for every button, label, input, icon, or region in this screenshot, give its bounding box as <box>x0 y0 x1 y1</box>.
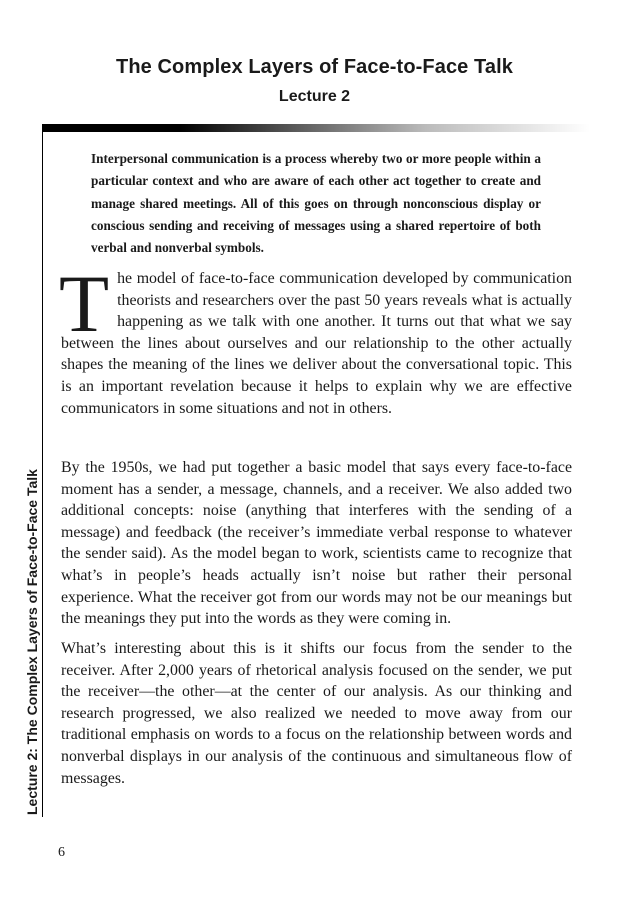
page-title: The Complex Layers of Face-to-Face Talk <box>116 56 513 78</box>
body-paragraph-3: What’s interesting about this is it shifts our focus from the sender to the receiver. After 2,000 years of rhetorical analysis focused on the sender, we put the receiver—the other—at the center of our analysis. As our thinking and research progressed, we also realized we needed to move away from our traditional emphasis on words to a focus on the relationship between words and nonverbal displays in our analysis of the continuous and simultaneous flow of messages. <box>61 640 572 787</box>
running-title-sidebar <box>16 460 40 815</box>
margin-rule <box>42 124 43 817</box>
paragraph-1-text: he model of face-to-face communication developed by communication theorists and researchers over the past 50 years reveals what is actually happening as we talk with one another. It turns out that what we say between the lines about ourselves and our relationship to the other actually shapes the meaning of the lines we deliver about the conversational topic. This is an important revelation because it helps to explain why we are effective communicators in some situations and not in others. <box>61 270 572 417</box>
drop-cap: T <box>59 258 110 349</box>
body-paragraph-1 <box>59 258 572 419</box>
lecture-subtitle: Lecture 2 <box>278 88 351 105</box>
epigraph-quote: Interpersonal communication is a process whereby two or more people within a particular context and who are aware of each other act together to create and manage shared meetings. All of this goes on through nonconscious display or conscious sending and receiving of messages using a shared repertoire of both verbal and nonverbal symbols. <box>91 151 541 256</box>
header-rule <box>42 124 590 132</box>
body-paragraph-2: By the 1950s, we had put together a basic model that says every face-to-face moment has a sender, a message, channels, and a receiver. We also added two additional concepts: noise (anything that interferes with the sending of a message) and feedback (the receiver’s immediate verbal response to whatever the sender said). As the model began to work, scientists came to recognize that what’s in people’s heads actually isn’t noise but rather their personal experience. What the receiver got from our words may not be our meanings but the meanings they put into the words as they were coming in. <box>61 459 572 628</box>
running-title-text: Lecture 2: The Complex Layers of Face-to-Face Talk <box>24 469 40 815</box>
page-number: 6 <box>58 845 65 860</box>
